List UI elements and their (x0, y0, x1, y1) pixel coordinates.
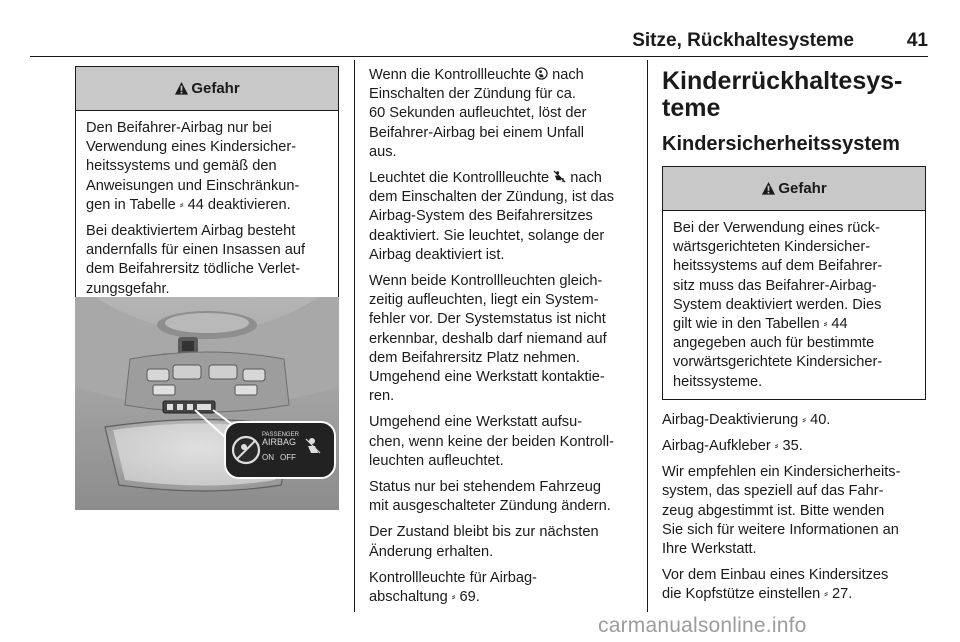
danger-body (76, 111, 338, 306)
danger-heading: Gefahr (663, 167, 925, 211)
paragraph-state-kept: Der Zustand bleibt bis zur nächsten Änderung erhalten. (369, 524, 599, 560)
paragraph-recommendation: Wir empfehlen ein Kindersicherheits- system, das speziell auf das Fahr- zeug abgestimmt ist. Bitte wenden Sie sich für weitere Informationen an Ihre Werkstatt. (662, 464, 901, 558)
middle-column (369, 66, 633, 614)
panel-label-airbag: AIRBAG (262, 437, 297, 447)
reference-airbag-label: Airbag-Aufkleber ⸗ 35. (662, 438, 803, 455)
reference-airbag-deactivation: Airbag-Deaktivierung ⸗ 40. (662, 411, 831, 428)
danger-paragraph-1: Den Beifahrer-Airbag nur bei Verwendung eines Kindersicher- heitssystems und gemäß den Anweisungen und Einschränkun- gen in Tabelle ⸗ 44 deaktivieren. (86, 120, 300, 213)
airbag-off-lamp-icon (553, 170, 566, 183)
panel-label-passenger: PASSENGER (262, 432, 299, 438)
warning-triangle-icon (174, 81, 189, 96)
reference-arrow-icon: ⸗ (824, 588, 828, 601)
page-header (30, 24, 928, 60)
reference-arrow-icon: ⸗ (802, 413, 807, 426)
page-title: Sitze, Rückhaltesysteme (632, 30, 854, 51)
subsection-heading: Kindersicherheitssystem (662, 133, 900, 155)
overhead-console-illustration (75, 297, 339, 510)
danger-box-left (75, 66, 339, 307)
section-heading: Kinderrückhaltesys- teme (662, 67, 903, 122)
panel-label-off: OFF (280, 453, 296, 462)
danger-body (663, 211, 925, 399)
right-column (662, 68, 926, 612)
reference-arrow-icon: ⸗ (451, 591, 456, 604)
column-divider-right (647, 60, 648, 612)
panel-label-on: ON (262, 453, 274, 462)
reference-arrow-icon: ⸗ (774, 440, 779, 453)
danger-paragraph-2: Bei deaktiviertem Airbag besteht andernfalls für einen Insassen auf dem Beifahrersitz tödliche Verlet- zungsgefahr. (86, 223, 306, 297)
airbag-on-lamp-icon (535, 67, 548, 80)
paragraph-lamp-reference: Kontrollleuchte für Airbag- abschaltung ⸗ 69. (369, 569, 537, 606)
page-number: 41 (906, 30, 928, 51)
reference-arrow-icon: ⸗ (823, 318, 828, 331)
paragraph-no-lamp: Umgehend eine Werkstatt aufsu- chen, wenn keine der beiden Kontroll- leuchten aufleuchtet. (369, 414, 615, 469)
paragraph-status-change: Status nur bei stehendem Fahrzeug mit ausgeschalteter Zündung ändern. (369, 479, 611, 515)
header-rule (30, 56, 928, 57)
watermark: carmanualsonline.info (598, 614, 807, 637)
paragraph-lamp-off: Leuchtet die Kontrollleuchte 2 nach dem Einschalten der Zündung, ist das Airbag-System des Beifahrersitzes deaktiviert. Sie leuchtet, solange der Airbag deaktiviert ist. (369, 170, 614, 263)
warning-triangle-icon (761, 181, 776, 196)
reference-arrow-icon: ⸗ (179, 198, 184, 211)
danger-box-right (662, 166, 926, 400)
paragraph-system-fault: Wenn beide Kontrollleuchten gleich- zeitig aufleuchten, liegt ein System- fehler vor. Der Systemstatus ist nicht erkennbar, deshalb darf niemand auf dem Beifahrersitz Platz nehmen. Umgehend eine Werkstatt kontaktie- ren. (369, 273, 607, 405)
danger-heading: Gefahr (76, 67, 338, 111)
paragraph-headrest: Vor dem Einbau eines Kindersitzes die Kopfstütze einstellen ⸗ 27. (662, 567, 889, 603)
danger-paragraph: Bei der Verwendung eines rück- wärtsgerichteten Kindersicher- heitssystems auf dem Beifahrer- sitz muss das Beifahrer-Airbag- System deaktiviert werden. Dies gilt wie in den Tabellen ⸗ 44 angegeben auch für bestimmte vorwärtsgerichtete Kindersicher- heitssysteme. (673, 220, 883, 390)
overhead-console-figure (75, 297, 339, 510)
paragraph-lamp-on: Wenn die Kontrollleuchte nach Einschalten der Zündung für ca. 60 Sekunden aufleuchtet, löst der Beifahrer-Airbag bei einem Unfall aus. (369, 67, 587, 160)
svg-text:2: 2 (561, 178, 565, 184)
left-column (75, 66, 339, 307)
column-divider-left (354, 60, 355, 612)
